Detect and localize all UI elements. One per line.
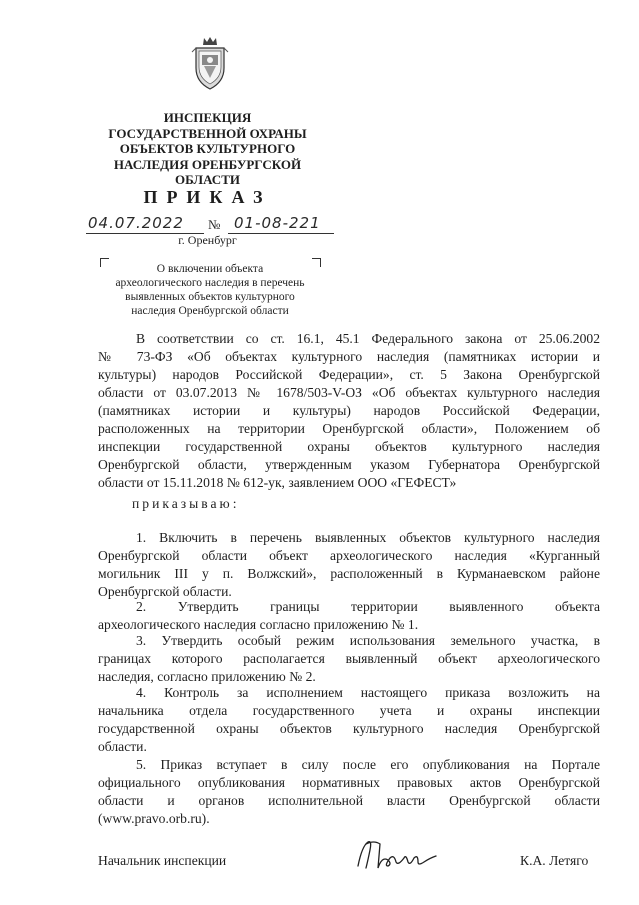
- item-line: наследия, согласно приложению № 2.: [98, 669, 316, 684]
- org-line: ГОСУДАРСТВЕННОЙ ОХРАНЫ: [108, 125, 307, 141]
- item-line: государственной охраны объектов культурного наследия Оренбургской: [98, 721, 600, 736]
- preamble-line: области от 15.11.2018 № 612-ук, заявлением ООО «ГЕФЕСТ»: [98, 475, 457, 490]
- handwritten-date: 04.07.2022: [88, 214, 184, 232]
- order-item-2: [98, 598, 600, 634]
- org-line: ОБЛАСТИ: [175, 172, 240, 187]
- subject-line: археологического наследия в перечень: [115, 277, 305, 289]
- preamble-line: № 73-ФЗ «Об объектах культурного наследия (памятниках истории и: [98, 349, 600, 364]
- item-line: начальника отдела государственного учета и охраны инспекции: [98, 703, 600, 718]
- document-subject: [96, 262, 324, 318]
- issuing-authority: [80, 110, 335, 188]
- item-line: области и органов исполнительной власти Оренбургской области: [98, 793, 600, 808]
- item-line: границах которого располагается выявленный объект археологического: [98, 651, 600, 666]
- date-number-line: [84, 214, 344, 234]
- preamble-line: В соответствии со ст. 16.1, 45.1 Федерального закона от 25.06.2002: [136, 331, 600, 346]
- order-item-4: [98, 684, 600, 756]
- document-type-title: ПРИКАЗ: [143, 187, 272, 207]
- item-line: Оренбургской области.: [98, 584, 232, 599]
- handwritten-signature: [352, 836, 442, 876]
- item-line: 1. Включить в перечень выявленных объектов культурного наследия: [136, 530, 600, 545]
- signatory-position: Начальник инспекции: [98, 853, 227, 868]
- subject-line: О включении объекта: [156, 263, 264, 275]
- item-line: 5. Приказ вступает в силу после его опубликования на Портале: [136, 757, 600, 772]
- item-line: могильник III у п. Волжский», расположенный в Курманаевском районе: [98, 566, 600, 581]
- item-line: 3. Утвердить особый режим использования земельного участка, в: [136, 633, 600, 648]
- org-line: НАСЛЕДИЯ ОРЕНБУРГСКОЙ: [113, 156, 302, 172]
- preamble: [98, 330, 600, 492]
- subject-line: наследия Оренбургской области: [131, 305, 289, 317]
- preamble-line: области от 03.07.2013 № 1678/503-V-ОЗ «Об объектах культурного наследия: [98, 385, 600, 400]
- subject-line: выявленных объектов культурного: [125, 291, 295, 303]
- handwritten-number: 01-08-221: [234, 214, 321, 232]
- signatory-name: К.А. Летяго: [520, 853, 589, 868]
- preamble-line: расположенных на территории Оренбургской области», Положением об: [98, 421, 600, 436]
- order-word: приказываю:: [132, 496, 240, 511]
- item-line: официального опубликования нормативных правовых актов Оренбургской: [98, 775, 600, 790]
- coat-of-arms-icon: [190, 36, 230, 92]
- city: г. Оренбург: [178, 233, 237, 247]
- preamble-line: инспекции государственной охраны объектов культурного наследия: [98, 439, 600, 454]
- org-line: ОБЪЕКТОВ КУЛЬТУРНОГО: [119, 141, 296, 156]
- number-sign: №: [208, 217, 221, 232]
- item-line: 2. Утвердить границы территории выявленного объекта: [136, 599, 600, 614]
- item-line: области.: [98, 739, 147, 754]
- order-item-5: [98, 756, 600, 828]
- item-line: (www.pravo.orb.ru).: [98, 811, 210, 826]
- item-line: 4. Контроль за исполнением настоящего приказа возложить на: [136, 685, 600, 700]
- item-line: Оренбургской области объект археологического наследия «Курганный: [98, 548, 600, 563]
- order-item-1: [98, 529, 600, 601]
- item-line: археологического наследия согласно приложению № 1.: [98, 617, 419, 632]
- order-item-3: [98, 632, 600, 686]
- preamble-line: культуры) народов Российской Федерации», ст. 5 Закона Оренбургской: [98, 367, 600, 382]
- preamble-line: (памятниках истории и культуры) народов Российской Федерации,: [98, 403, 600, 418]
- org-line: ИНСПЕКЦИЯ: [163, 110, 252, 125]
- preamble-line: Оренбургской области, утвержденным указом Губернатора Оренбургской: [98, 457, 600, 472]
